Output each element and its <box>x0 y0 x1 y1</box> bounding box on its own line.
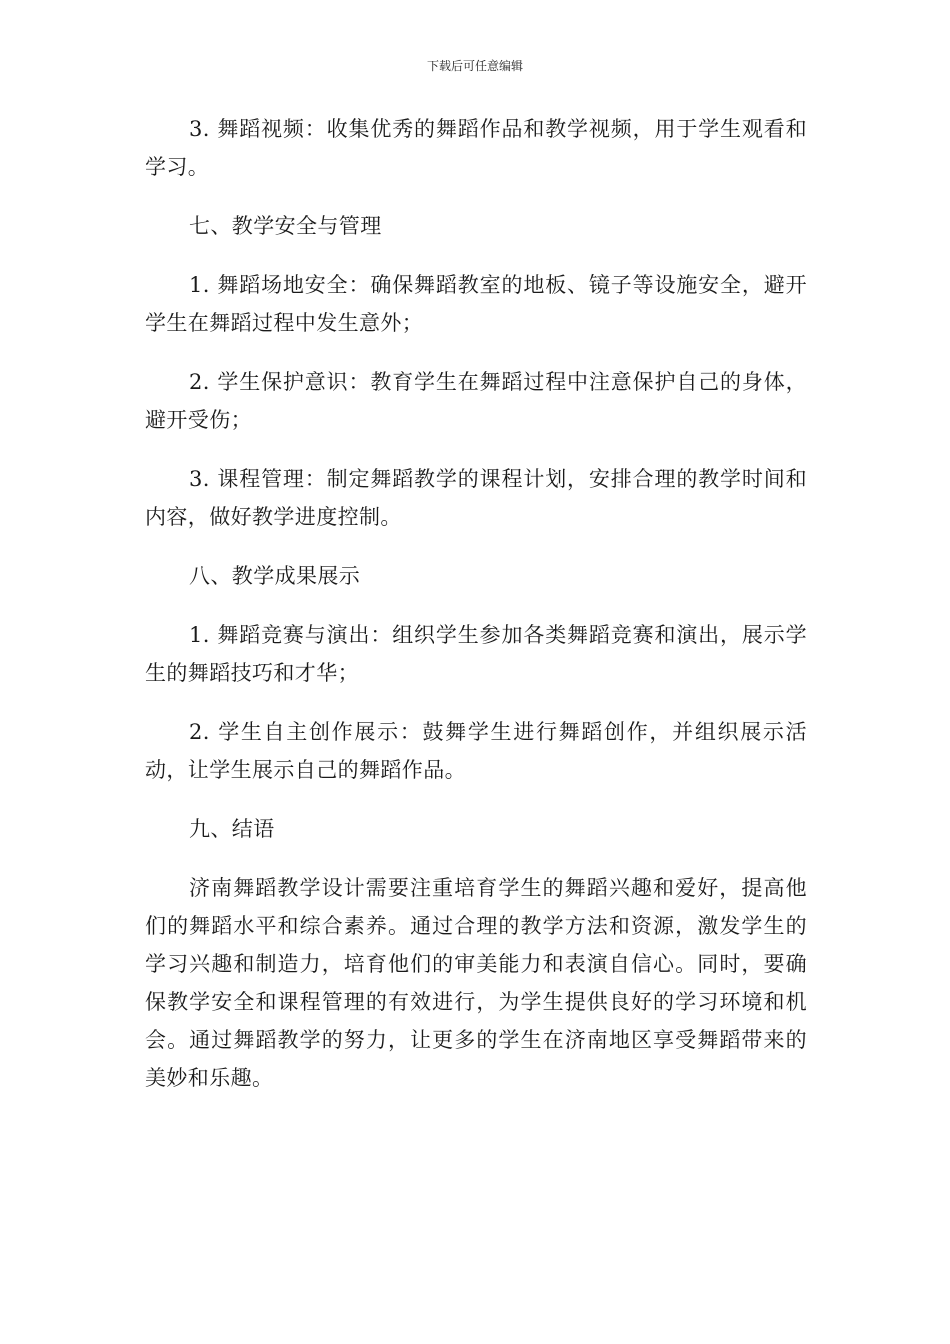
paragraph-course-management: 3. 课程管理：制定舞蹈教学的课程计划，安排合理的教学时间和内容，做好教学进度控制。 <box>145 467 807 529</box>
section-heading-safety: 七、教学安全与管理 <box>189 214 382 238</box>
paragraph-conclusion: 济南舞蹈教学设计需要注重培育学生的舞蹈兴趣和爱好，提高他们的舞蹈水平和综合素养。通过合理的教学方法和资源，激发学生的学习兴趣和制造力，培育他们的审美能力和表演自信心。同时，要确保教学安全和课程管理的有效进行，为学生提供良好的学习环境和机会。通过舞蹈教学的努力，让更多的学生在济南地区享受舞蹈带来的美妙和乐趣。 <box>145 876 807 1090</box>
section-heading-conclusion: 九、结语 <box>189 817 275 841</box>
paragraph-competitions: 1. 舞蹈竞赛与演出：组织学生参加各类舞蹈竞赛和演出，展示学生的舞蹈技巧和才华； <box>145 623 807 685</box>
section-heading-results: 八、教学成果展示 <box>189 564 361 588</box>
page-header: 下载后可任意编辑 <box>426 59 523 73</box>
paragraph-venue-safety: 1. 舞蹈场地安全：确保舞蹈教室的地板、镜子等设施安全，避开学生在舞蹈过程中发生意外； <box>145 273 807 335</box>
document-body <box>145 110 807 1118</box>
paragraph-dance-video: 3. 舞蹈视频：收集优秀的舞蹈作品和教学视频，用于学生观看和学习。 <box>145 117 807 179</box>
paragraph-protection-awareness: 2. 学生保护意识：教育学生在舞蹈过程中注意保护自己的身体，避开受伤； <box>145 370 807 432</box>
paragraph-creative-showcase: 2. 学生自主创作展示：鼓舞学生进行舞蹈创作，并组织展示活动，让学生展示自己的舞蹈作品。 <box>145 720 807 782</box>
